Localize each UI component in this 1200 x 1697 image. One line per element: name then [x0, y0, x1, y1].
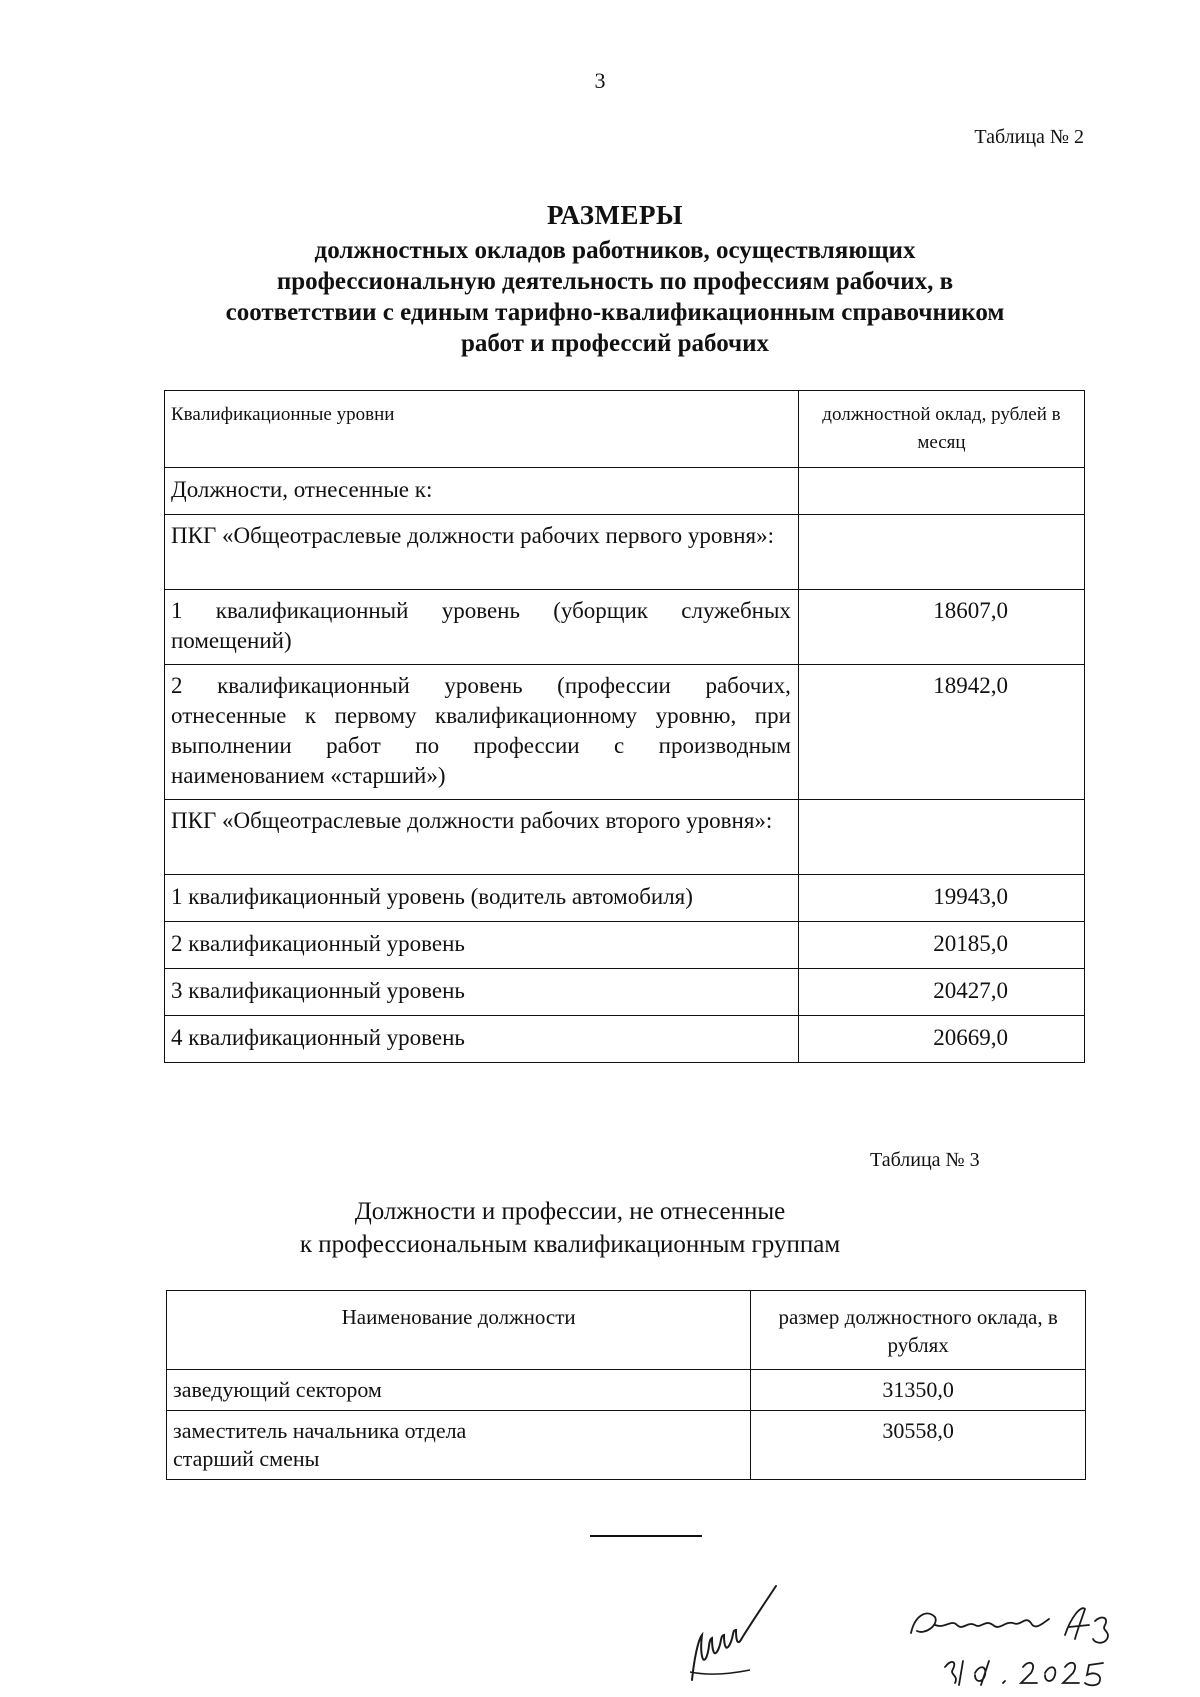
row-value: 18942,0	[798, 665, 1084, 800]
table-row	[165, 468, 1085, 515]
row-value: 20427,0	[798, 969, 1084, 1016]
table-row	[165, 515, 1085, 590]
end-rule	[590, 1535, 702, 1537]
row-value: 20669,0	[798, 1016, 1084, 1063]
table-header-row	[165, 391, 1085, 468]
table2-title-line: соответствии с единым тарифно-квалификационным справочником	[225, 299, 1005, 326]
table2-title	[150, 200, 1080, 359]
table2-label: Таблица № 2	[974, 126, 1084, 148]
table-row	[167, 1370, 1086, 1411]
table-row	[165, 969, 1085, 1016]
table3-title-line: Должности и профессии, не отнесенные	[354, 1198, 786, 1225]
row-value: 30558,0	[751, 1411, 1086, 1480]
row-text: 1 квалификационный уровень (уборщик служебных помещений)	[165, 590, 799, 665]
table-row	[165, 590, 1085, 665]
row-text: 1 квалификационный уровень (водитель автомобиля)	[165, 875, 799, 922]
table3-label: Таблица № 3	[870, 1149, 980, 1171]
row-value: 18607,0	[798, 590, 1084, 665]
row-text: 2 квалификационный уровень (профессии рабочих, отнесенные к первому квалификационному уровню, при выполнении работ по профессии с производным наименованием «старший»)	[165, 665, 799, 800]
row-text: 2 квалификационный уровень	[165, 922, 799, 969]
table-row	[165, 1016, 1085, 1063]
table-row	[165, 800, 1085, 875]
table3-title-line: к профессиональным квалификационным группам	[299, 1231, 841, 1258]
salary-table-workers	[164, 390, 1085, 1063]
table2-title-line: профессиональную деятельность по профессиям рабочих, в	[276, 268, 954, 295]
table-row	[167, 1411, 1086, 1480]
position-name: заведующий сектором	[173, 1377, 382, 1402]
row-value	[798, 468, 1084, 515]
header-salary-size: размер должностного оклада, в рублях	[751, 1291, 1086, 1370]
row-text: 3 квалификационный уровень	[165, 969, 799, 1016]
table2-title-line: работ и профессий рабочих	[460, 330, 770, 357]
table-row	[165, 922, 1085, 969]
position-name: заместитель начальника отдела	[173, 1418, 467, 1443]
row-text: 4 квалификационный уровень	[165, 1016, 799, 1063]
row-value: 19943,0	[798, 875, 1084, 922]
table3-title	[200, 1195, 940, 1261]
row-value: 31350,0	[751, 1370, 1086, 1411]
handwritten-signature	[680, 1580, 820, 1690]
row-value	[798, 515, 1084, 590]
page-number: 3	[594, 68, 606, 93]
header-position-name: Наименование должности	[167, 1291, 751, 1370]
row-text: Должности, отнесенные к:	[165, 468, 799, 515]
table-row	[165, 665, 1085, 800]
table2-title-main: РАЗМЕРЫ	[546, 200, 684, 230]
row-text: ПКГ «Общеотраслевые должности рабочих первого уровня»:	[165, 515, 799, 590]
row-text	[167, 1411, 751, 1480]
row-text: ПКГ «Общеотраслевые должности рабочих второго уровня»:	[165, 800, 799, 875]
row-text	[167, 1370, 751, 1411]
table-row	[165, 875, 1085, 922]
salary-table-other-positions	[166, 1290, 1086, 1480]
row-value	[798, 800, 1084, 875]
table2-title-line: должностных окладов работников, осуществляющих	[314, 237, 916, 264]
header-salary: должностной оклад, рублей в месяц	[798, 391, 1084, 468]
position-name: старший смены	[173, 1446, 320, 1471]
row-value: 20185,0	[798, 922, 1084, 969]
header-qualification-levels: Квалификационные уровни	[165, 391, 799, 468]
table-header-row	[167, 1291, 1086, 1370]
handwritten-name-and-date	[905, 1595, 1155, 1690]
